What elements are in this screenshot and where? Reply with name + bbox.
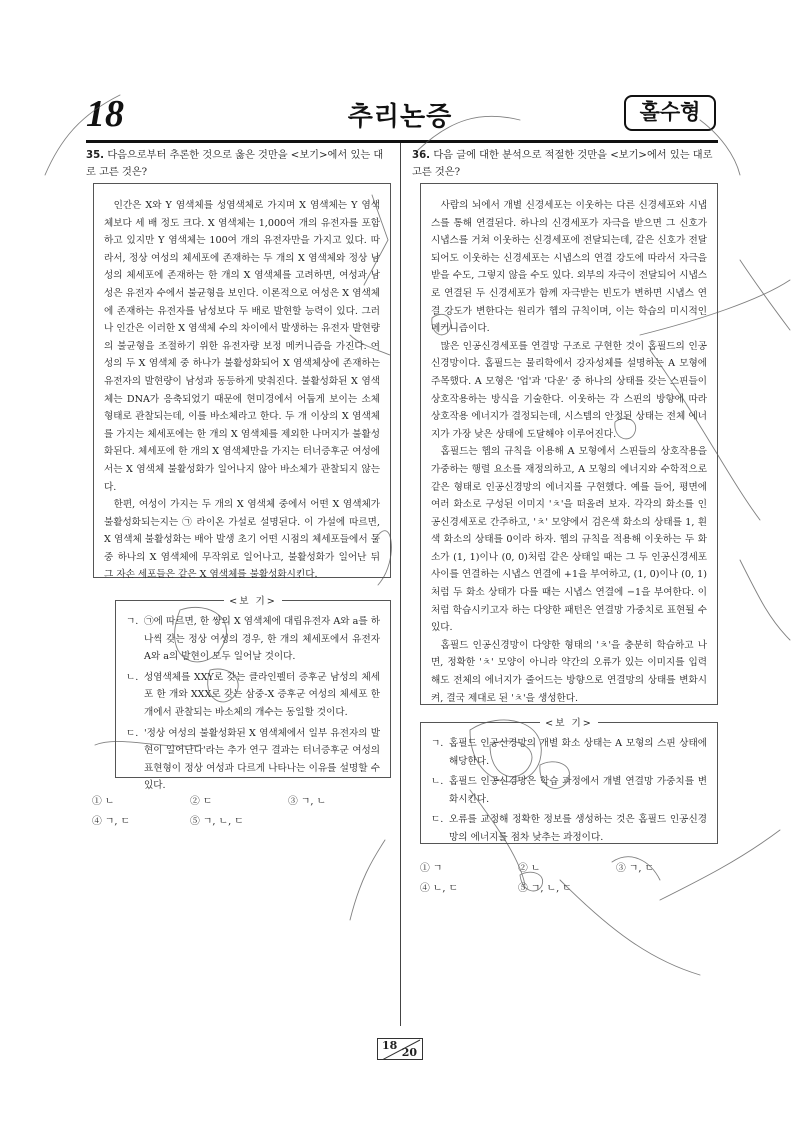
question-35-text: 다음으로부터 추론한 것으로 옳은 것만을 <보기>에서 있는 대로 고른 것은? xyxy=(86,150,384,178)
question-36-passage xyxy=(420,183,718,705)
page-number: 18 xyxy=(86,93,124,135)
subject-title: 추리논증 xyxy=(347,102,453,132)
bogi-item xyxy=(431,773,707,808)
question-36-text: 다음 글에 대한 분석으로 적절한 것만을 <보기>에서 있는 대로 고른 것은? xyxy=(412,150,713,178)
bogi-item-mark: ㄱ. xyxy=(431,738,444,749)
page-indicator xyxy=(377,1038,423,1060)
choice-1[interactable]: ① ㄱ xyxy=(420,863,443,874)
bogi-item xyxy=(126,613,380,666)
passage-paragraph: 사람의 뇌에서 개별 신경세포는 이웃하는 다른 신경세포와 시냅스를 통해 연결된다. 하나의 신경세포가 자극을 받으면 그 신호가 시냅스를 거쳐 이웃하는 신경세포에 전달되는데, 같은 신호가 전달되어도 이웃하는 신경세포는 시냅스의 연결 강도에 따라서 자극을 받을 수도, 그렇지 않을 수도 있다. 외부의 자극이 전달되어 시냅스로 연결된 두 신경세포가 함께 자극받는 빈도가 변하면 시냅스 연결 강도가 변한다는 원리가 헵의 규칙이며, 이는 학습의 미시적인 메커니즘이다. xyxy=(431,200,707,335)
total-pages: 20 xyxy=(401,1046,417,1059)
choice-5[interactable]: ⑤ ㄱ, ㄴ, ㄷ xyxy=(518,883,572,894)
bogi-item-mark: ㄷ. xyxy=(126,727,139,739)
margin-stroke xyxy=(350,840,385,920)
question-36-number: 36. xyxy=(412,150,431,161)
choice-2[interactable]: ② ㄷ xyxy=(190,796,213,807)
bogi-item-mark: ㄴ. xyxy=(126,671,139,683)
choice-3[interactable]: ③ ㄱ, ㄴ xyxy=(288,796,327,807)
passage-paragraph: 홉필드 인공신경망이 다양한 형태의 'ㅊ'을 충분히 학습하고 나면, 정확한 'ㅊ' 모양이 아니라 약간의 오류가 있는 이미지를 입력해도 전체의 에너지가 줄어드는 방향으로 연결망의 상태를 변화시켜, 결국 제대로 된 'ㅊ'을 생성한다. xyxy=(431,639,707,704)
margin-stroke xyxy=(740,560,790,640)
passage-paragraph: 인간은 X와 Y 염색체를 성염색체로 가지며 X 염색체는 Y 염색체보다 세 배 정도 크다. X 염색체는 1,000여 개의 유전자를 포함하고 있지만 Y 염색체는 100여 개의 유전자만을 가지고 있다. 따라서, 정상 여성의 체세포에 존재하는 두 개의 X 염색체와 정상 남성의 체세포에 존재하는 한 개의 X 염색체를 고려하면, 여성과 남성은 유전자 수에서 불균형을 보인다. 이론적으로 여성은 X 염색체에 존재하는 유전자를 남성보다 두 배로 발현할 능력이 있다. 그러나 인간은 이러한 X 염색체 수의 차이에서 발생하는 유전자 발현량의 불균형을 조절하기 위한 유전자량 보정 메커니즘을 가진다. 여성의 두 X 염색체 중 하나가 불활성화되어 X 염색체상에 존재하는 유전자의 발현량이 남성과 동등하게 맞춰진다. 불활성화된 X 염색체는 DNA가 응축되었기 때문에 현미경에서 어둡게 보이는 소체 형태로 관찰되는데, 이를 바소체라고 한다. 두 개 이상의 X 염색체를 가지는 체세포에는 한 개의 X 염색체를 제외한 나머지가 불활성화된다. 체세포에 한 개의 X 염색체만을 가지는 터너증후군 여성에서는 X 염색체 불활성화가 일어나지 않아 바소체가 관찰되지 않는다. xyxy=(104,200,380,493)
choice-3[interactable]: ③ ㄱ, ㄷ xyxy=(616,863,655,874)
choice-4[interactable]: ④ ㄱ, ㄷ xyxy=(92,816,131,827)
bogi-item-mark: ㄱ. xyxy=(126,616,139,627)
form-type-badge: 홀수형 xyxy=(624,95,716,131)
margin-stroke xyxy=(560,880,700,975)
margin-stroke xyxy=(740,260,790,330)
passage-paragraph: 한편, 여성이 가지는 두 개의 X 염색체 중에서 어떤 X 염색체가 불활성화되는지는 ㉠ 라이온 가설로 설명된다. 이 가설에 따르면, X 염색체 불활성화는 배아 발생 초기 어떤 시점의 체세포들에서 둘 중 하나의 X 염색체에 무작위로 일어나고, 불활성화가 일어난 뒤 그 자손 세포들은 같은 X 염색체를 불활성화시킨다. xyxy=(104,499,380,581)
choice-5[interactable]: ⑤ ㄱ, ㄴ, ㄷ xyxy=(190,816,244,827)
bogi-item xyxy=(126,669,380,722)
choice-1[interactable]: ① ㄴ xyxy=(92,796,115,807)
bogi-item-mark: ㄷ. xyxy=(431,814,444,826)
bogi-item xyxy=(126,725,380,795)
question-35-stem xyxy=(86,147,391,181)
choice-4[interactable]: ④ ㄴ, ㄷ xyxy=(420,883,459,894)
bogi-item-text: 홉필드 인공신경망의 개별 화소 상태는 A 모형의 스핀 상태에 해당한다. xyxy=(449,738,707,767)
question-36-bogi xyxy=(420,718,718,844)
bogi-item-text: '정상 여성의 불활성화된 X 염색체에서 일부 유전자의 발현이 일어난다'라는 추가 연구 결과는 터너증후군 여성의 표현형이 정상 여성과 다르게 나타나는 이유를 설명할 수 있다. xyxy=(144,727,380,792)
bogi-title: <보 기> xyxy=(540,718,598,729)
bogi-item-mark: ㄴ. xyxy=(431,776,444,788)
bogi-item xyxy=(431,735,707,770)
bogi-item-text: 성염색체를 XXY로 갖는 클라인펠터 증후군 남성의 체세포 한 개와 XXX로 갖는 삼중-X 증후군 여성의 체세포 한 개에서 관찰되는 바소체의 개수는 동일할 것이다. xyxy=(144,671,380,718)
bogi-item xyxy=(431,811,707,846)
passage-paragraph: 홉필드는 헵의 규칙을 이용해 A 모형에서 스핀들의 상호작용을 가중하는 행렬 요소를 재정의하고, A 모형의 에너지와 수학적으로 같은 형태로 인공신경망의 에너지를 구현했다. 예를 들어, 평면에 여러 화소로 구성된 이미지 'ㅊ'을 떠올려 보자. 각각의 화소를 인공신경세포로 간주하고, 'ㅊ' 모양에서 검은색 화소의 상태를 1, 흰색 화소의 상태를 0이라 하자. 헵의 규칙을 적용해 이웃하는 두 화소가 (1, 1)이나 (0, 0)처럼 같은 상태일 때는 그 두 인공신경세포 사이를 연결하는 시냅스 연결에 +1을 부여하고, (1, 0)이나 (0, 1)처럼 두 화소 상태가 다를 때는 시냅스 연결에 −1을 부여한다. 이처럼 학습시키고자 하는 다양한 패턴은 연결망 가중치로 표현될 수 있다. xyxy=(431,446,707,634)
bogi-item-text: 홉필드 인공신경망은 학습 과정에서 개별 연결망 가중치를 변화시킨다. xyxy=(449,776,707,805)
choice-2[interactable]: ② ㄴ xyxy=(518,863,541,874)
header-rule xyxy=(86,140,718,143)
current-page: 18 xyxy=(382,1039,398,1052)
column-divider xyxy=(400,143,401,1026)
question-35-number: 35. xyxy=(86,150,105,161)
bogi-item-text: ㉠에 따르면, 한 쌍의 X 염색체에 대립유전자 A와 a를 하나씩 갖는 정상 여성의 경우, 한 개의 체세포에서 유전자 A와 a의 발현이 모두 일어날 것이다. xyxy=(144,616,380,663)
bogi-item-text: 오류를 교정해 정확한 정보를 생성하는 것은 홉필드 인공신경망의 에너지를 점차 낮추는 과정이다. xyxy=(449,814,707,843)
question-36-stem xyxy=(412,147,717,181)
question-35-bogi xyxy=(115,596,391,792)
passage-paragraph: 많은 인공신경세포를 연결망 구조로 구현한 것이 홉필드의 인공신경망이다. 홉필드는 물리학에서 강자성체를 설명하는 A 모형에 주목했다. A 모형은 '업'과 '다운' 중 하나의 상태를 갖는 스핀들이 상호작용하는 방식을 기술한다. 이웃하는 각 스핀의 방향에 따라 상호작용 에너지가 결정되는데, 시스템의 안정된 상태는 전체 에너지가 가장 낮은 상태에 도달해야 이루어진다. xyxy=(431,340,707,440)
bogi-title: <보 기> xyxy=(224,596,282,607)
question-35-passage xyxy=(93,183,391,581)
